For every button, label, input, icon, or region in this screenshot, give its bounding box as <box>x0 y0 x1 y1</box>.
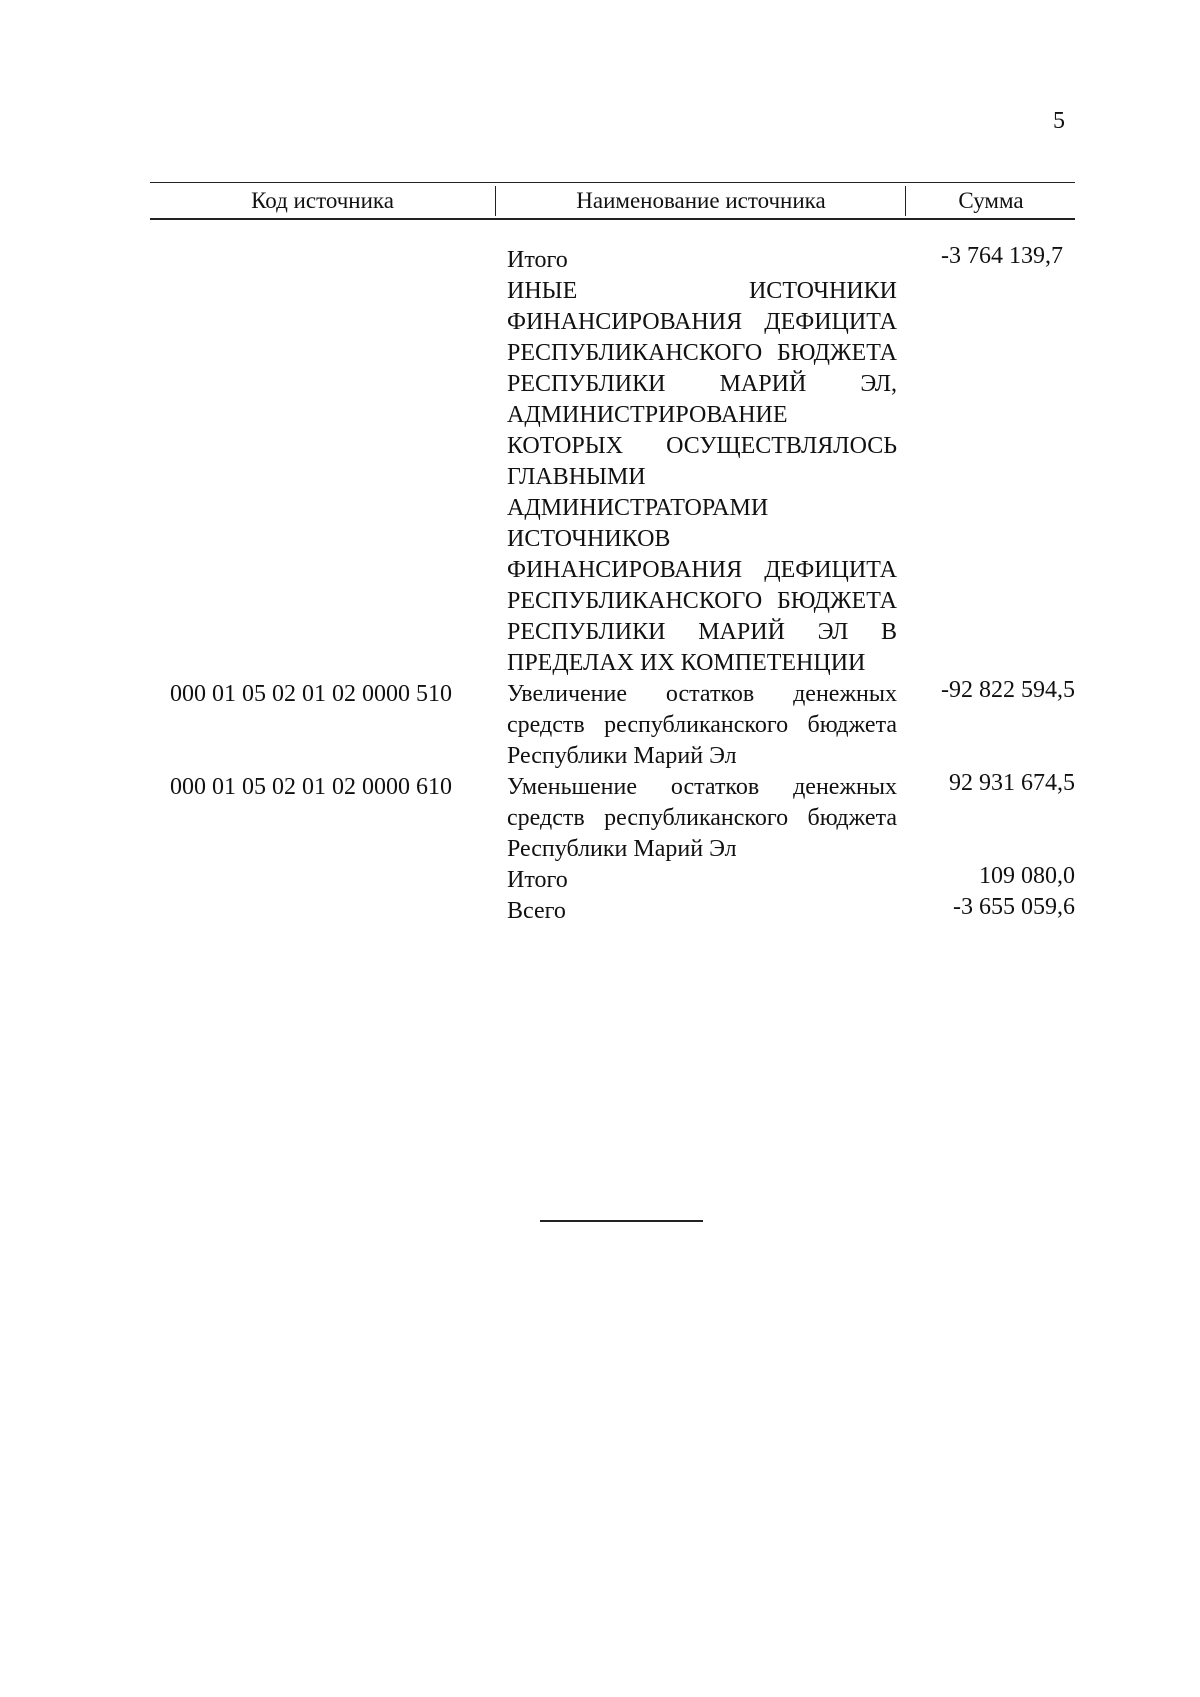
row-name: ИНЫЕ ИСТОЧНИКИ ФИНАНСИРОВАНИЯ ДЕФИЦИТА РЕСПУБЛИКАНСКОГО БЮДЖЕТА РЕСПУБЛИКИ МАРИЙ ЭЛ, АДМИНИСТРИРОВАНИЕ КОТОРЫХ ОСУЩЕСТВЛЯЛОСЬ ГЛАВНЫМИ АДМИНИСТРАТОРАМИ ИСТОЧНИКОВ ФИНАНСИРОВАНИЯ ДЕФИЦИТА РЕСПУБЛИКАНСКОГО БЮДЖЕТА РЕСПУБЛИКИ МАРИЙ ЭЛ В ПРЕДЕЛАХ ИХ КОМПЕТЕНЦИИ <box>507 278 897 676</box>
row-sum: 109 080,0 <box>979 863 1075 889</box>
header-sum: Сумма <box>905 186 1076 216</box>
table-row <box>150 276 1075 679</box>
header-code: Код источника <box>251 188 394 213</box>
table-header <box>150 182 1075 220</box>
row-sum: -92 822 594,5 <box>941 677 1075 703</box>
end-separator-line <box>540 1220 703 1222</box>
table-row <box>150 679 1075 772</box>
table-row <box>150 245 1075 276</box>
row-name: Увеличение остатков денежных средств республиканского бюджета Республики Марий Эл <box>507 681 897 769</box>
table-body <box>150 245 1075 927</box>
header-name: Наименование источника <box>495 186 906 216</box>
row-name: Всего <box>507 898 566 924</box>
row-code: 000 01 05 02 01 02 0000 610 <box>170 774 452 800</box>
table-row <box>150 772 1075 865</box>
row-name: Уменьшение остатков денежных средств республиканского бюджета Республики Марий Эл <box>507 774 897 862</box>
header-top-rule <box>150 182 1075 183</box>
row-name: Итого <box>507 247 568 273</box>
row-code: 000 01 05 02 01 02 0000 510 <box>170 681 452 707</box>
page-number: 5 <box>1053 108 1065 134</box>
row-sum: 92 931 674,5 <box>949 770 1075 796</box>
row-sum: -3 655 059,6 <box>953 894 1075 920</box>
row-name: Итого <box>507 867 568 893</box>
header-bottom-rule <box>150 218 1075 220</box>
row-sum: -3 764 139,7 <box>941 243 1063 269</box>
table-row <box>150 896 1075 927</box>
